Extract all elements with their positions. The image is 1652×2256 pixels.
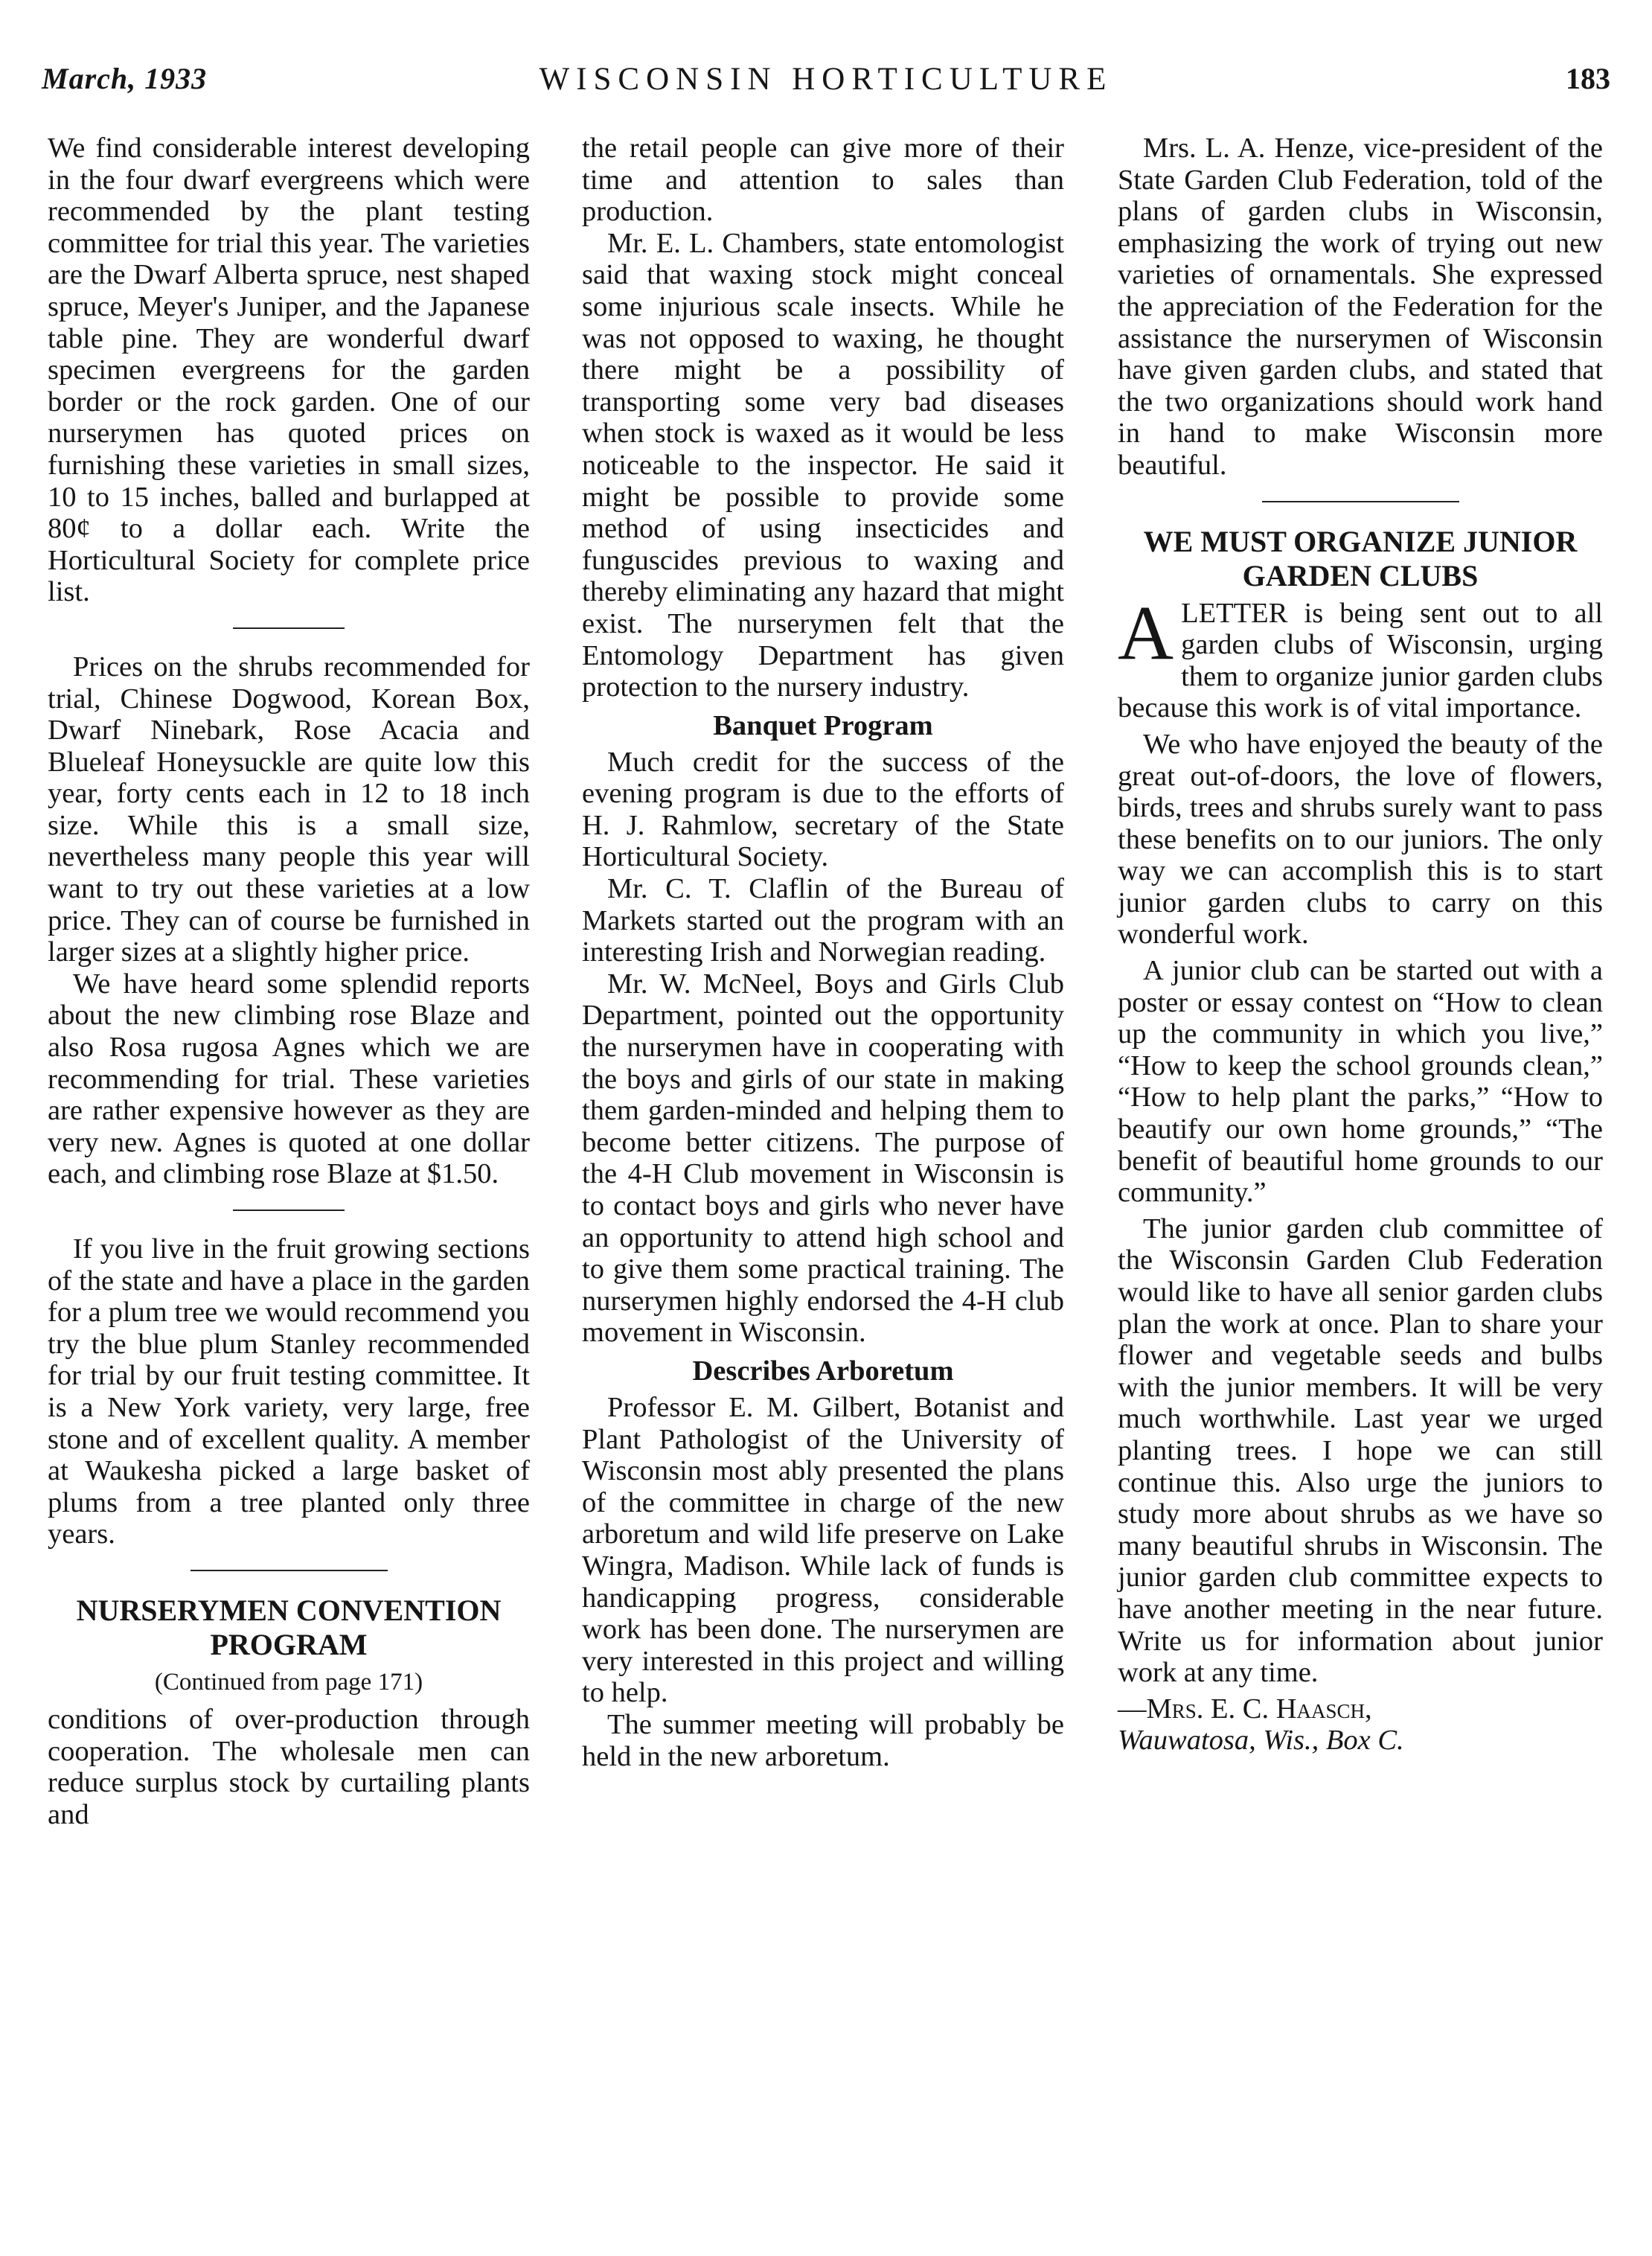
paragraph-shrub-prices: Prices on the shrubs recommended for trial, Chinese Dogwood, Korean Box, Dwarf Ninebark, Rose Acacia and Blueleaf Honeysuckle are quite low this year, forty cents each in 12 to 18 inch size. While this is a small size, nevertheless many people this year will want to try out these varieties at a low price. They can of course be furnished in larger sizes at a slightly higher price. — [48, 651, 530, 968]
publication-title: WISCONSIN HORTICULTURE — [539, 62, 1113, 97]
paragraph-plum-tree: If you live in the fruit growing sections of the state and have a place in the garden for a plum tree we would recommend you try the blue plum Stanley recommended for trial by our fruit testing committee. It is a New York variety, very large, free stone and of excellent quality. A member at Waukesha picked a large basket of plums from a tree planted only three years. — [48, 1233, 530, 1550]
paragraph-gilbert-arboretum: Professor E. M. Gilbert, Botanist and Plant Pathologist of the University of Wisconsin most ably presented the plans of the committee in charge of the new arboretum and wild life preserve on Lake Wingra, Madison. While lack of funds is handicapping progress, considerable work has been done. The nurserymen are very interested in this project and willing to help. — [582, 1391, 1064, 1709]
paragraph-dwarf-evergreens: We find considerable interest developing in the four dwarf evergreens which were recommended by the plant testing committee for trial this year. The varieties are the Dwarf Alberta spruce, nest shaped spruce, Meyer's Juniper, and the Japanese table pine. They are wonderful dwarf specimen evergreens for the garden border or the rock garden. One of our nurserymen has quoted prices on furnishing these varieties in small sizes, 10 to 15 inches, balled and burlapped at 80¢ to a dollar each. Write the Horticultural Society for complete price list. — [48, 132, 530, 608]
paragraph-mcneel-4h: Mr. W. McNeel, Boys and Girls Club Department, pointed out the opportunity the nurserymen have in cooperating with the boys and girls of our state in making them garden-minded and helping them to become better citizens. The purpose of the 4-H Club movement in Wisconsin is to contact boys and girls who never have an opportunity to attend high school and to give them some practical training. The nurserymen highly endorsed the 4-H club movement in Wisconsin. — [582, 968, 1064, 1349]
paragraph-committee-plans: The junior garden club committee of the Wisconsin Garden Club Federation would like to have all senior garden clubs plan the work at once. Plan to share your flower and vegetable seeds and bulbs with the junior members. It will be very much worthwhile. Last year we urged planting trees. I hope we can still continue this. Also urge the juniors to study more about shrubs as we have so many beautiful shrubs in Wisconsin. The junior garden club committee expects to have another meeting in the near future. Write us for information about junior work at any time. — [1118, 1212, 1603, 1689]
section-divider — [191, 1570, 388, 1571]
paragraph-henze: Mrs. L. A. Henze, vice-president of the State Garden Club Federation, told of the plans of garden clubs in Wisconsin, emphasizing the work of trying out new varieties of ornamentals. She expressed the appreciation of the Federation for the assistance the nurserymen of Wisconsin have given garden clubs, and stated that the two organizations should work hand in hand to make Wisconsin more beautiful. — [1118, 132, 1603, 481]
section-divider — [233, 1210, 345, 1211]
paragraph-chambers-waxing: Mr. E. L. Chambers, state entomologist said that waxing stock might conceal some injurious scale insects. While he was not opposed to waxing, he thought there might be a possibility of transporting some very bad diseases when stock is waxed as it would be less noticeable to the inspector. He said it might be possible to provide some method of using insecticides and funguscides previous to waxing and thereby eliminating any hazard that might exist. The nurserymen felt that the Entomology Department has given protection to the nursery industry. — [582, 227, 1064, 703]
author-location: Wauwatosa, Wis., Box C. — [1118, 1725, 1404, 1757]
paragraph-overproduction: conditions of over-production through cooperation. The wholesale men can reduce surplus stock by curtailing plants and — [48, 1703, 530, 1830]
drop-cap: A — [1118, 589, 1174, 676]
heading-describes-arboretum: Describes Arboretum — [692, 1355, 954, 1387]
heading-nurserymen-convention: NURSERYMEN CONVENTION PROGRAM — [76, 1593, 502, 1661]
paragraph-evening-program: Much credit for the success of the evening program is due to the efforts of H. J. Rahmlow, secretary of the State Horticultural Society. — [582, 746, 1064, 873]
heading-banquet-program: Banquet Program — [713, 709, 933, 741]
section-divider — [233, 627, 345, 629]
issue-date: March, 1933 — [42, 62, 208, 95]
paragraph-enjoyed-beauty: We who have enjoyed the beauty of the great out-of-doors, the love of flowers, birds, trees and shrubs surely want to pass these benefits on to our juniors. The only way we can accomplish this is to start junior garden clubs to carry on this wonderful work. — [1118, 728, 1603, 950]
column-left — [48, 132, 530, 1830]
continued-note: (Continued from page 171) — [154, 1668, 423, 1696]
running-header — [42, 61, 1610, 106]
paragraph-letter-text: LETTER is being sent out to all garden clubs of Wisconsin, urging them to organize junior garden clubs because this work is of vital importance. — [1118, 597, 1603, 724]
paragraph-letter — [1118, 589, 1603, 724]
column-right — [1118, 132, 1603, 1757]
page-number: 183 — [1566, 62, 1610, 95]
column-middle — [582, 132, 1064, 1772]
paragraph-summer-meeting: The summer meeting will probably be held in the new arboretum. — [582, 1708, 1064, 1772]
heading-junior-garden-clubs: WE MUST ORGANIZE JUNIOR GARDEN CLUBS — [1143, 524, 1578, 592]
paragraph-claflin-reading: Mr. C. T. Claflin of the Bureau of Markets started out the program with an interesting Irish and Norwegian reading. — [582, 873, 1064, 968]
paragraph-climbing-rose: We have heard some splendid reports about the new climbing rose Blaze and also Rosa rugosa Agnes which we are recommending for trial. These varieties are rather expensive however as they are very new. Agnes is quoted at one dollar each, and climbing rose Blaze at $1.50. — [48, 968, 530, 1190]
paragraph-retail-people: the retail people can give more of their time and attention to sales than production. — [582, 132, 1064, 228]
section-divider — [1262, 501, 1459, 502]
paragraph-junior-club-contest: A junior club can be started out with a poster or essay contest on “How to clean up the community in which you live,” “How to keep the school grounds clean,” “How to help plant the parks,” “How to beautify our own home grounds,” “The benefit of beautiful home grounds to our community.” — [1118, 955, 1603, 1209]
author-signature: —Mrs. E. C. Haasch, — [1118, 1693, 1372, 1725]
